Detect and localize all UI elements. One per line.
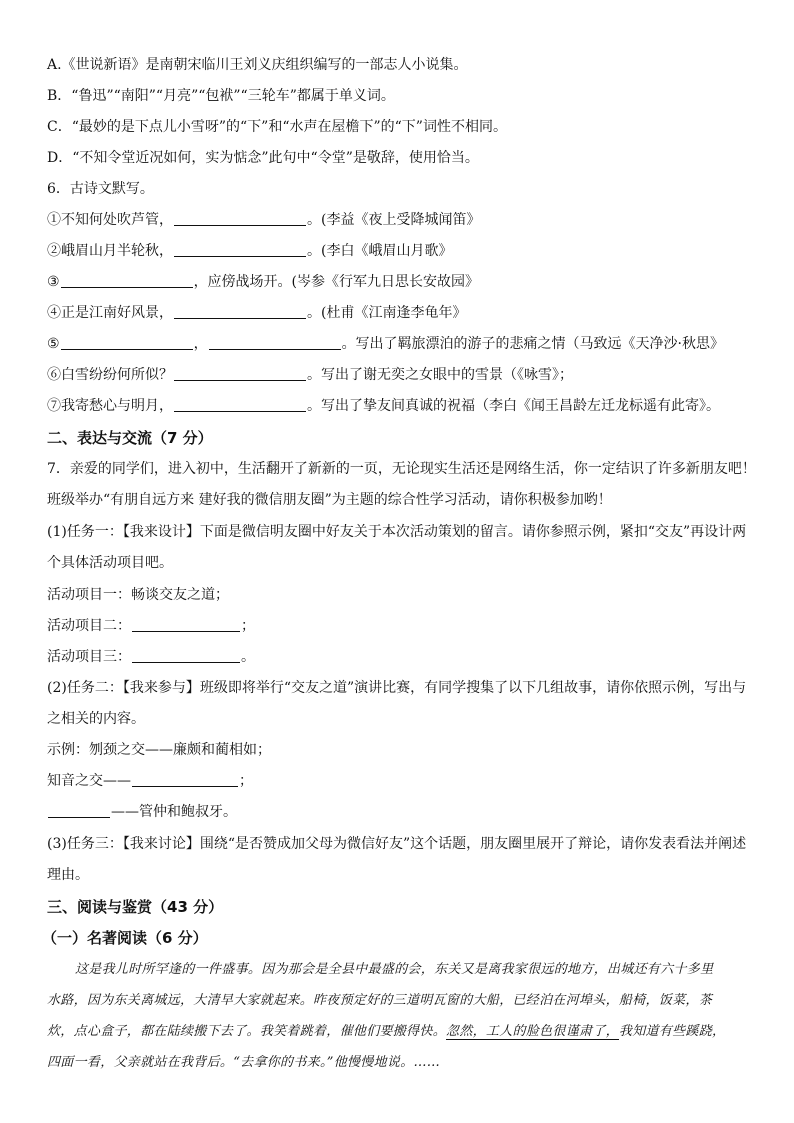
activity-item-2-blank[interactable] [132, 617, 240, 632]
q6-line-3 [47, 272, 757, 292]
q6-l6-source: 。写出了谢无奕之女眼中的雪景（《咏雪》； [307, 367, 573, 383]
q6-l3-blank[interactable] [61, 273, 193, 288]
task1-line-1: (1)任务一：【我来设计】下面是微信明友圈中好友关于本次活动策划的留言。请你参照示例，紧扣“交友”再设计两 [47, 524, 747, 540]
q6-l2-source: 。(李白《峨眉山月歌》 [307, 243, 453, 259]
activity-item-1: 活动项目一：畅谈交友之道； [47, 587, 229, 603]
q6-l7-prompt: ⑦我寄愁心与明月， [47, 398, 173, 414]
activity-item-2 [47, 616, 757, 636]
activity-item-3-end: 。 [241, 649, 255, 665]
q6-l5-blank-1[interactable] [61, 335, 193, 350]
q7-intro-1: 7．亲爱的同学们，进入初中，生活翻开了新新的一页，无论现实生活还是网络生活，你一定结识了许多新朋友吧！ [47, 461, 756, 477]
activity-item-3 [47, 647, 757, 667]
q6-line-1 [47, 210, 757, 230]
task3-line-2: 理由。 [47, 867, 89, 883]
activity-item-2-end: ； [241, 618, 255, 634]
q7-intro-2: 班级举办“有朋自远方来 建好我的微信朋友圈”为主题的综合性学习活动，请你积极参加哟！ [47, 492, 612, 508]
q6-line-7 [47, 396, 757, 416]
choice-a: A.《世说新语》是南朝宋临川王刘义庆组织编写的一部志人小说集。 [47, 57, 468, 73]
q6-line-4 [47, 303, 757, 323]
q6-l1-prompt: ①不知何处吹芦管， [47, 212, 173, 228]
q6-l2-prompt: ②峨眉山月半轮秋， [47, 243, 173, 259]
passage-line-3-start: 炊，点心盒子，都在陆续搬下去了。我笑着跳着，催他们要搬得快。 [47, 1024, 447, 1039]
choice-b: B．“鲁迅”“南阳”“月亮”“包袱”“三轮车”都属于单义词。 [47, 88, 395, 104]
q6-l5-source: 。写出了羁旅漂泊的游子的悲痛之情（马致远《天净沙·秋思》 [341, 336, 725, 352]
q6-title: 6．古诗文默写。 [47, 181, 154, 197]
guanbao-text: ——管仲和鲍叔牙。 [111, 804, 237, 820]
zhiyin-label: 知音之交—— [47, 773, 131, 789]
guanbao-blank[interactable] [48, 803, 110, 818]
q6-l5-prompt: ⑤ [47, 336, 60, 352]
q6-l3-source: ，应傍战场开。(岑参《行军九日思长安故园》 [193, 274, 480, 290]
passage-line-4: 四面一看，父亲就站在我背后。“去拿你的书来。”他慢慢地说。…… [47, 1055, 441, 1070]
q6-l6-prompt: ⑥白雪纷纷何所似？ [47, 367, 173, 383]
choice-d: D．“不知令堂近况如何，实为惦念”此句中“令堂”是敬辞，使用恰当。 [47, 150, 479, 166]
passage-line-3 [47, 1022, 759, 1042]
q6-line-5 [47, 334, 757, 354]
passage-line-1: 这是我儿时所罕逢的一件盛事。因为那会是全县中最盛的会，东关又是离我家很远的地方，出城还有六十多里 [75, 962, 714, 977]
passage-line-3-end: 我知道有些蹊跷， [618, 1024, 726, 1039]
q6-l5-comma: ， [193, 336, 208, 352]
q6-l4-source: 。(杜甫《江南逢李龟年》 [307, 305, 467, 321]
q6-line-6 [47, 365, 757, 385]
passage-line-2: 水路，因为东关离城远，大清早大家就起来。昨夜预定好的三道明瓦窗的大船，已经泊在河埠头，船椅，饭菜，茶 [47, 993, 713, 1008]
activity-item-3-blank[interactable] [132, 648, 240, 663]
q6-l7-blank[interactable] [174, 397, 306, 412]
task2-zhiyin [47, 771, 757, 791]
q6-l2-blank[interactable] [174, 242, 306, 257]
section-3-heading: 三、阅读与鉴赏（43 分） [47, 898, 224, 916]
task2-line-2: 之相关的内容。 [47, 711, 145, 727]
q6-l6-blank[interactable] [174, 366, 306, 381]
subsection-1-heading: （一）名著阅读（6 分） [42, 929, 208, 947]
zhiyin-end: ； [239, 773, 253, 789]
activity-item-3-label: 活动项目三： [47, 649, 131, 665]
section-2-heading: 二、表达与交流（7 分） [47, 429, 213, 447]
q6-l3-prompt: ③ [47, 274, 60, 290]
passage-underlined-sentence: 忽然，工人的脸色很谨肃了， [446, 1024, 619, 1039]
task2-line-1: (2)任务二：【我来参与】班级即将举行“交友之道”演讲比赛，有同学搜集了以下几组故事，请你依照示例，写出与 [47, 680, 747, 696]
task2-guanbao [47, 802, 757, 822]
q6-l7-source: 。写出了挚友间真诚的祝福（李白《闻王昌龄左迁龙标遥有此寄》。 [307, 398, 720, 414]
zhiyin-blank[interactable] [132, 772, 238, 787]
q6-l1-source: 。(李益《夜上受降城闻笛》 [307, 212, 481, 228]
q6-l4-blank[interactable] [174, 304, 306, 319]
task1-line-2: 个具体活动项目吧。 [47, 555, 173, 571]
q6-l1-blank[interactable] [174, 211, 306, 226]
q6-l5-blank-2[interactable] [209, 335, 341, 350]
q6-l4-prompt: ④正是江南好风景， [47, 305, 173, 321]
q6-line-2 [47, 241, 757, 261]
task3-line-1: (3)任务三：【我来讨论】围绕“是否赞成加父母为微信好友”这个话题，朋友圈里展开了辩论，请你发表看法并阐述 [47, 836, 747, 852]
choice-c: C．“最妙的是下点儿小雪呀”的“下”和“水声在屋檐下”的“下”词性不相同。 [47, 119, 507, 135]
task2-example: 示例：刎颈之交——廉颇和蔺相如； [47, 742, 271, 758]
activity-item-2-label: 活动项目二： [47, 618, 131, 634]
